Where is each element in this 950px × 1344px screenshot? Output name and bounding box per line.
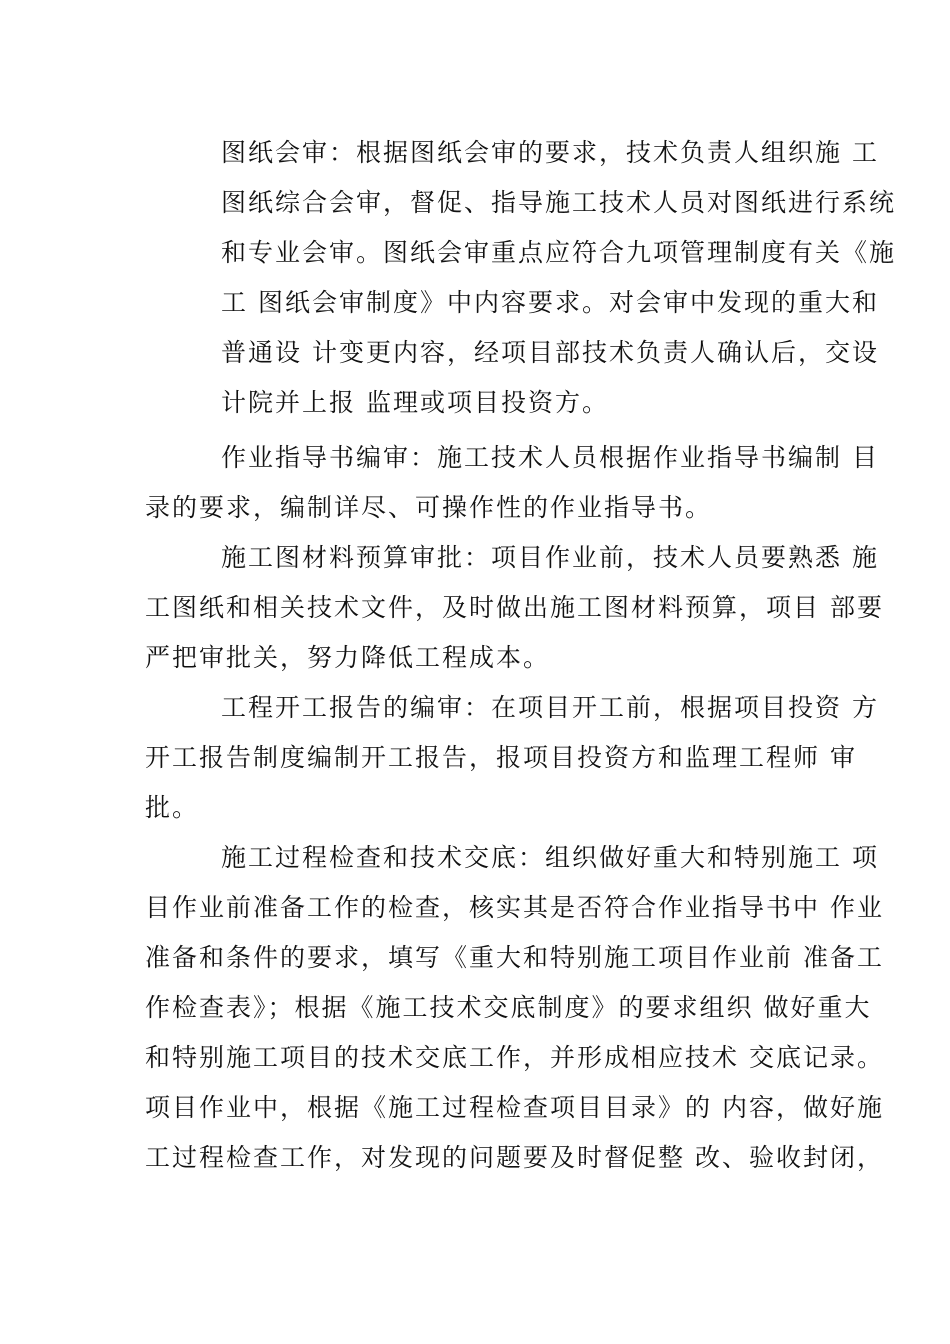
- paragraph-5-line-3: 准备和条件的要求，填写《重大和特别施工项目作业前 准备工: [145, 943, 884, 972]
- paragraph-3-line-3: 严把审批关，努力降低工程成本。: [145, 643, 551, 672]
- paragraph-3-line-1: 施工图材料预算审批：项目作业前，技术人员要熟悉 施: [221, 543, 879, 572]
- paragraph-1-line-1: 图纸会审：根据图纸会审的要求，技术负责人组织施 工: [221, 138, 879, 167]
- paragraph-5-line-5: 和特别施工项目的技术交底工作，并形成相应技术 交底记录。: [145, 1043, 884, 1072]
- paragraph-1-line-3: 和专业会审。图纸会审重点应符合九项管理制度有关《施: [221, 238, 897, 267]
- paragraph-5-line-2: 目作业前准备工作的检查，核实其是否符合作业指导书中 作业: [145, 893, 884, 922]
- paragraph-4-line-2: 开工报告制度编制开工报告，报项目投资方和监理工程师 审: [145, 743, 857, 772]
- paragraph-4-line-3: 批。: [145, 793, 200, 822]
- paragraph-4-line-1: 工程开工报告的编审：在项目开工前，根据项目投资 方: [221, 693, 879, 722]
- paragraph-3-line-2: 工图纸和相关技术文件，及时做出施工图材料预算，项目 部要: [145, 593, 884, 622]
- paragraph-2-line-2: 录的要求，编制详尽、可操作性的作业指导书。: [145, 493, 713, 522]
- paragraph-2-line-1: 作业指导书编审：施工技术人员根据作业指导书编制 目: [221, 443, 879, 472]
- paragraph-5-line-7: 工过程检查工作，对发现的问题要及时督促整 改、验收封闭，: [145, 1143, 884, 1172]
- paragraph-1-line-5: 普通设 计变更内容，经项目部技术负责人确认后，交设: [221, 338, 879, 367]
- paragraph-5-line-4: 作检查表》；根据《施工技术交底制度》的要求组织 做好重大: [145, 993, 872, 1022]
- paragraph-1-line-6: 计院并上报 监理或项目投资方。: [221, 388, 609, 417]
- paragraph-1-line-2: 图纸综合会审，督促、指导施工技术人员对图纸进行系统: [221, 188, 897, 217]
- paragraph-1-line-4: 工 图纸会审制度》中内容要求。对会审中发现的重大和: [221, 288, 879, 317]
- paragraph-5-line-6: 项目作业中，根据《施工过程检查项目目录》的 内容，做好施: [145, 1093, 884, 1122]
- paragraph-5-line-1: 施工过程检查和技术交底：组织做好重大和特别施工 项: [221, 843, 879, 872]
